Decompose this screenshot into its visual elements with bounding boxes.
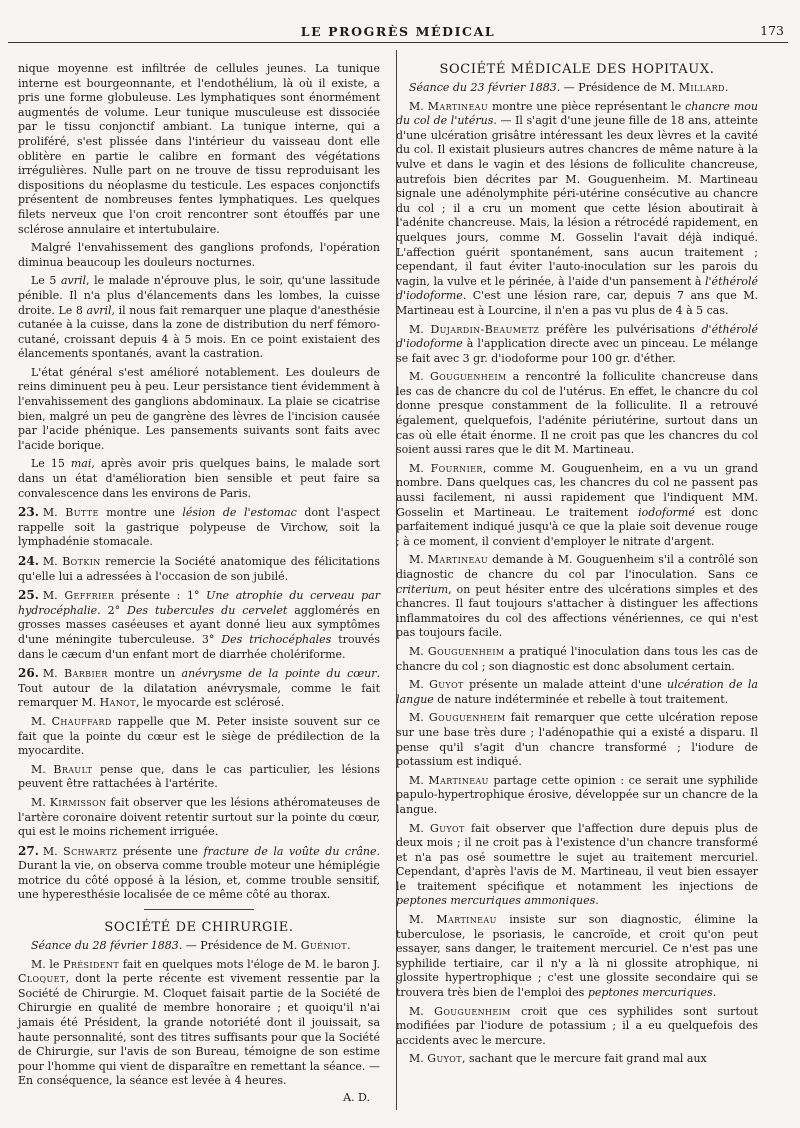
seance-line: Séance du 28 février 1883. — Présidence de M. Guéniot. (31, 939, 351, 953)
paragraph-gouguenheim: M. Gouguenheim fait remarquer que cette ulcération repose sur une base très dure ; l'adénopathie qui a existé a disparu. Il pense qu'il s'agit d'un chancre transformé ; l'iodure de potassium est indiqué. (396, 711, 758, 769)
right-column (396, 62, 758, 1071)
paragraph-fournier: M. Fournier, comme M. Gouguenheim, en a vu un grand nombre. Dans quelques cas, les chancres du col ne passent pas aussi facilement, ni aussi rapidement que l'indiquent MM. Gosselin et Martineau. Le traitement iodoformé est donc parfaitement indiqué jusqu'à ce que la plaie soit devenue rouge ; à ce moment, il convient d'employer le nitrate d'argent. (396, 461, 758, 548)
section-heading-chirurgie: SOCIÉTÉ DE CHIRURGIE. (104, 920, 294, 936)
left-column (18, 62, 380, 1110)
paragraph-guyot: M. Guyot fait observer que l'affection dure depuis plus de deux mois ; il ne croit pas à l'existence d'un chancre transformé et n'a pas osé soumettre le sujet au traitement mercuriel. Cependant, d'après l'avis de M. Martineau, il veut bien essayer le traitement spécifique et notamment les injections de peptones mercuriques ammoniques. (396, 821, 758, 908)
seance-line: Séance du 23 février 1883. — Présidence de M. Millard. (409, 81, 729, 94)
paragraph: nique moyenne est infiltrée de cellules jeunes. La tunique interne est bourgeonnante, et l'endothélium, là où il existe, a pris une forme globuleuse. Les lymphatiques sont énormément augmentés de volume. Leur tunique musculeuse est dissociée par le tissu conjonctif ambiant. La tunique interne, qui a proliféré, s'est plissée dans l'intérieur du vaisseau dont elle oblitère en partie le calibre en formant des végétations irrégulières. Nulle part on ne trouve de tissu reproduisant les dispositions du néoplasme du testicule. Les espaces conjonctifs présentent de nombreuses fentes lymphatiques. Les quelques filets nerveux que l'on croit rencontrer sont étouffés par une sclérose annulaire et intertubulaire. (18, 62, 380, 236)
signature: A. D. (343, 1091, 370, 1104)
paragraph-gouguenheim: M. Gouguenheim croit que ces syphilides sont surtout modifiées par l'iodure de potassium ; il a eu quelquefois des accidents avec le mercure. (396, 1004, 758, 1047)
paragraph-gouguenheim: M. Gouguenheim a rencontré la folliculite chancreuse dans les cas de chancre du col de l'utérus. En effet, le chancre du col donne presque constamment de la folliculite. Il a retrouvé également, quelquefois, l'adénite périutérine, surtout dans un cas où elle était énorme. Il ne croit pas que les chancres du col soient aussi rares que le dit M. Martineau. (396, 370, 758, 457)
item-24: 24. M. Botkin remercie la Société anatomique des félicitations qu'elle lui a adressées à l'occasion de son jubilé. (18, 554, 380, 583)
section-separator (144, 909, 254, 910)
item-25: 25. M. Geffrier présente : 1° Une atrophie du cerveau par hydrocéphalie. 2° Des tubercules du cervelet agglomérés en grosses masses caséeuses et ayant donné lieu aux symptômes d'une méningite tuberculeuse. 3° Des trichocéphales trouvés dans le cæcum d'un enfant mort de diarrhée cholériforme. (18, 588, 380, 661)
paragraph: Le 5 avril, le malade n'éprouve plus, le soir, qu'une lassitude pénible. Il n'a plus d'élancements dans les lombes, la cuisse droite. Le 8 avril, il nous fait remarquer une plaque d'anesthésie cutanée à la cuisse, dans la zone de distribution du nerf fémoro-cutané, croissant depuis 4 à 5 mois. En ce point existaient des élancements spontanés, avant la castration. (18, 274, 381, 361)
paragraph-martineau: M. Martineau partage cette opinion : ce serait une syphilide papulo-hypertrophique érosive, développée sur un chancre de la langue. (396, 773, 758, 816)
paragraph-martineau: M. Martineau insiste sur son diagnostic, élimine la tuberculose, le psoriasis, le cancroïde, et croit qu'on peut essayer, sans danger, le traitement mercuriel. Ce n'est pas une syphilide tertiaire, car il n'y a là ni glossite atrophique, ni glossite hypertrophique ; c'est une glossite secondaire qui se trouvera très bien de l'emploi des peptones mercuriques. (396, 913, 758, 1000)
journal-title: LE PROGRÈS MÉDICAL (300, 24, 496, 39)
running-header (8, 20, 788, 43)
paragraph-guyot: M. Guyot, sachant que le mercure fait grand mal aux (409, 1052, 707, 1066)
paragraph-chauffard: M. Chauffard rappelle que M. Peter insiste souvent sur ce fait que la pointe du cœur est le siège de prédilection de la myocardite. (18, 714, 380, 758)
section-heading-hopitaux: SOCIÉTÉ MÉDICALE DES HOPITAUX. (439, 62, 715, 77)
paragraph-guyot: M. Guyot présente un malade atteint d'une ulcération de la langue de nature indéterminée et rebelle à tout traitement. (396, 678, 758, 706)
paragraph-martineau: M. Martineau demande à M. Gouguenheim s'il a contrôlé son diagnostic de chancre du col par l'inoculation. Sans ce criterium, on peut hésiter entre des ulcérations simples et des chancres. Il faut toujours s'attacher à distinguer les affections inflammatoires du col des affections vénériennes, ce qui n'est pas toujours facile. (396, 553, 758, 640)
paragraph-dujardin: M. Dujardin-Beaumetz préfère les pulvérisations d'éthérolé d'iodoforme à l'application directe avec un pinceau. Le mélange se fait avec 3 gr. d'iodoforme pour 100 gr. d'éther. (396, 322, 758, 365)
paragraph: M. le Président fait en quelques mots l'éloge de M. le baron J. Cloquet, dont la perte récente est vivement ressentie par la Société de Chirurgie. M. Cloquet faisait partie de la Société de Chirurgie en qualité de membre honoraire ; et quoiqu'il n'ai jamais été Président, la grande notoriété dont il jouissait, sa haute personnalité, sont des titres suffisants pour que la Société de Chirurgie, sur l'avis de son Bureau, témoigne de son estime pour l'homme qui vient de disparaître en remettant la séance. — En conséquence, la séance est levée à 4 heures. (18, 957, 381, 1088)
paragraph: Malgré l'envahissement des ganglions profonds, l'opération diminua beaucoup les douleurs nocturnes. (18, 241, 380, 269)
item-23: 23. M. Butte montre une lésion de l'estomac dont l'aspect rappelle soit la gastrique polypeuse de Virchow, soit la lymphadénie stomacale. (18, 505, 380, 549)
item-27: 27. M. Schwartz présente une fracture de la voûte du crâne. Durant la vie, on observa comme trouble moteur une hémiplégie motrice du côté opposé à la lésion, et, comme trouble sensitif, une hyperesthésie localisée de ce même côté au thorax. (18, 843, 381, 902)
page-number: 173 (760, 23, 784, 38)
item-26: 26. M. Barbier montre un anévrysme de la pointe du cœur. Tout autour de la dilatation anévrysmale, comme le fait remarquer M. Hanot, le myocarde est sclérosé. (18, 666, 380, 710)
paragraph-brault: M. Brault pense que, dans le cas particulier, les lésions peuvent être rattachées à l'artérite. (18, 762, 380, 791)
paragraph: L'état général s'est amélioré notablement. Les douleurs de reins diminuent peu à peu. Leur persistance tient évidemment à l'envahissement des ganglions abdominaux. La plaie se cicatrise bien, malgré un peu de gangrène des lèvres de l'incision causée par l'acide phénique. Les pansements suivants sont faits avec l'acide borique. (18, 365, 380, 452)
paragraph: Le 15 mai, après avoir pris quelques bains, le malade sort dans un état d'amélioration bien sensible et peut faire sa convalescence dans les environs de Paris. (18, 457, 380, 500)
paragraph-gouguenheim: M. Gouguenheim a pratiqué l'inoculation dans tous les cas de chancre du col ; son diagnostic est donc absolument certain. (396, 644, 758, 673)
paragraph-kirmisson: M. Kirmisson fait observer que les lésions athéromateuses de l'artère coronaire doivent retentir surtout sur la pointe du cœur, qui est le moins richement irriguée. (18, 795, 380, 839)
paragraph-martineau: M. Martineau montre une pièce représentant le chancre mou du col de l'utérus. — Il s'agit d'une jeune fille de 18 ans, atteinte d'une ulcération grisâtre intéressant les deux lèvres et la cavité du col. Il existait plusieurs autres chancres de même nature à la vulve et dans le vagin et des lésions de folliculite chancreuse, autrefois bien décrites par M. Gouguenheim. M. Martineau signale une adénolymphite péri-utérine consécutive au chancre du col ; il a cru un moment que cette lésion aboutirait à l'adénite chancreuse. Mais, la lésion a rétrocédé rapidement, en quelques jours, comme M. Gosselin l'avait déjà indiqué. L'affection guérit spontanément, sans aucun traitement ; cependant, il faut éviter l'auto-inoculation sur les parois du vagin, la vulve et le périnée, à l'aide d'un pansement à l'éthérolé d'iodoforme. C'est une lésion rare, car, depuis 7 ans que M. Martineau est à Lourcine, il n'en a pas vu plus de 4 à 5 cas. (396, 99, 759, 317)
